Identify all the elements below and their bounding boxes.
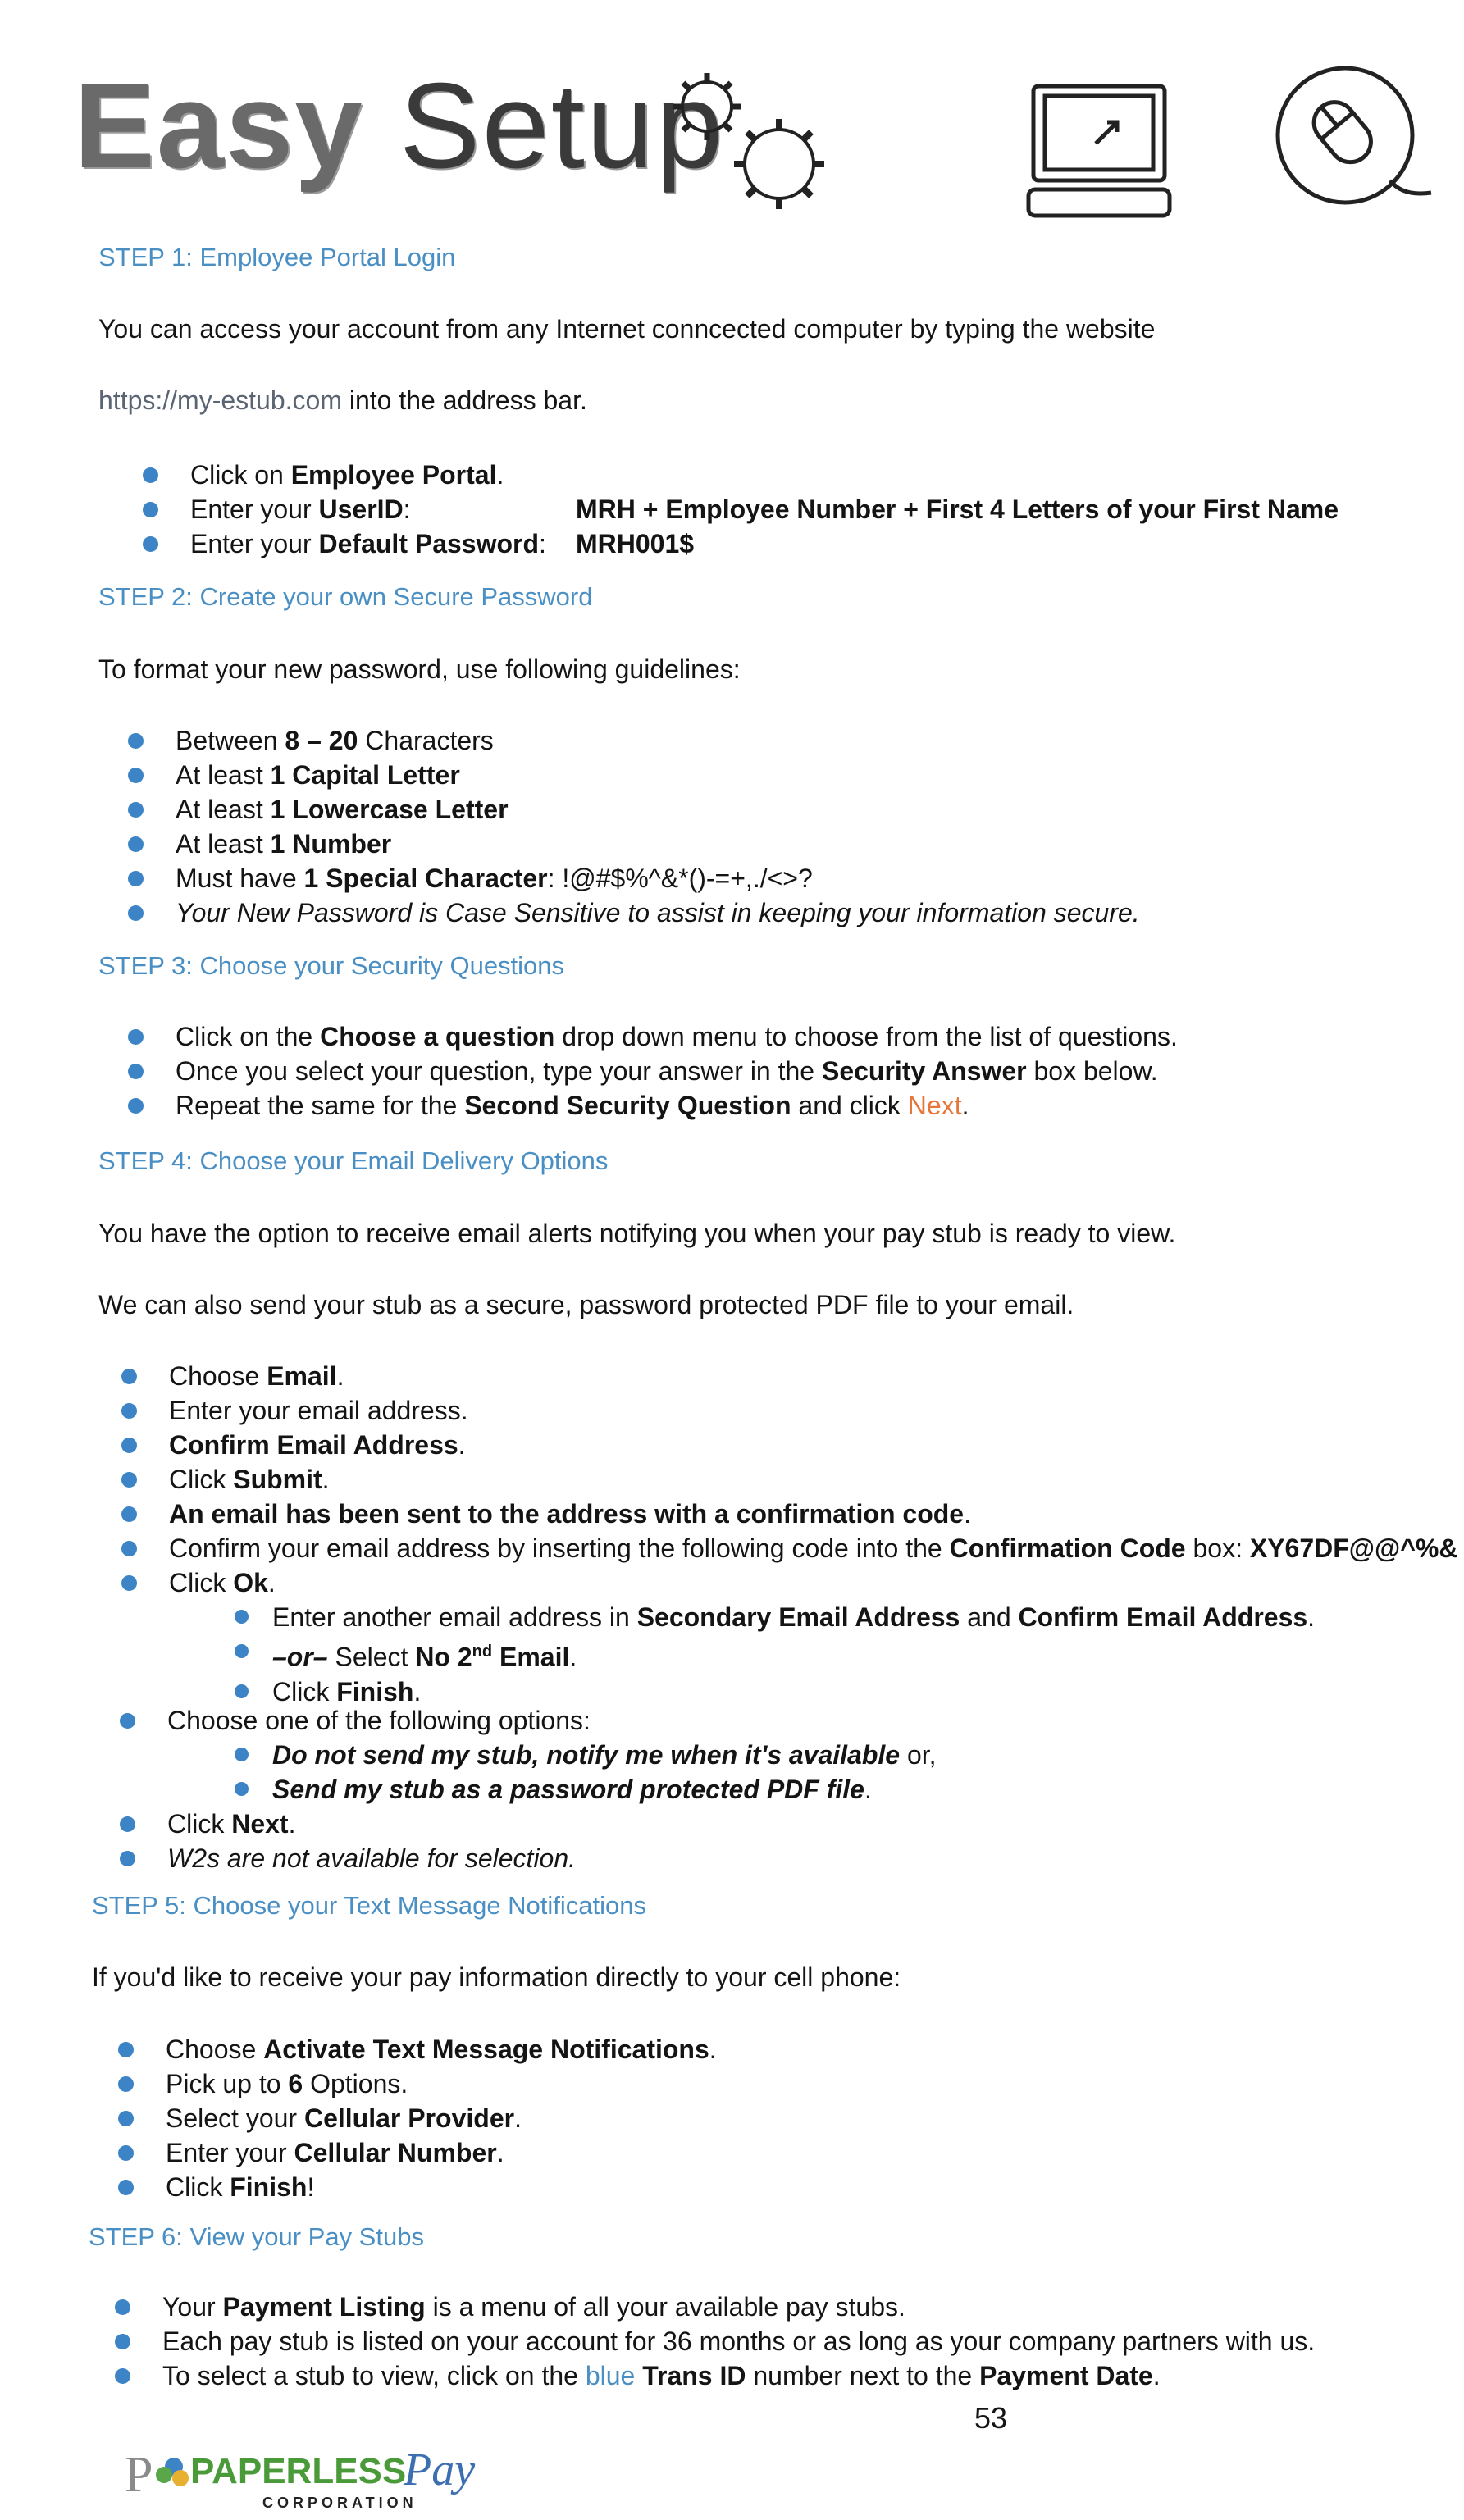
logo-script: Pay: [404, 2445, 476, 2495]
item-bold: Activate Text Message Notifications: [263, 2035, 709, 2064]
list-item: [176, 1088, 1178, 1123]
item-text: Click: [167, 1809, 232, 1839]
item-post: number next to the: [746, 2361, 980, 2390]
bullet-icon: [121, 1369, 137, 1384]
blue-word: blue: [585, 2361, 636, 2390]
list-item: [169, 1428, 1457, 1462]
logo-mark: [125, 2442, 502, 2516]
item-text: Click: [169, 1465, 234, 1494]
item-post: and: [960, 1602, 1019, 1632]
item-bold: Finish: [336, 1676, 414, 1707]
step1-heading: STEP 1: Employee Portal Login: [98, 243, 456, 271]
item-post: .: [964, 1499, 971, 1529]
list-item: [176, 758, 1140, 792]
step2-heading: STEP 2: Create your own Secure Password: [98, 582, 593, 611]
userid-format: MRH + Employee Number + First 4 Letters of your First Name: [576, 494, 1339, 524]
item-end: .: [1152, 2361, 1161, 2390]
bullet-icon: [118, 2076, 134, 2092]
bullet-icon: [115, 2368, 130, 2384]
item-text: Select: [327, 1642, 416, 1672]
item-text: Click on the: [176, 1022, 321, 1051]
item-text: Enter your: [190, 529, 319, 558]
bullet-icon: [121, 1403, 137, 1419]
item-post: Characters: [358, 726, 494, 755]
item-text: Repeat the same for the: [176, 1091, 465, 1120]
item-text: Choose: [166, 2035, 264, 2064]
item-text: At least: [176, 760, 271, 790]
bullet-icon: [235, 1684, 249, 1698]
option-pdf: Send my stub as a password protected PDF file: [272, 1775, 864, 1804]
item-post: .: [413, 1676, 422, 1707]
case-sensitive-note: Your New Password is Case Sensitive to assist in keeping your information secure.: [176, 898, 1140, 927]
bullet-icon: [128, 1029, 144, 1045]
list-item: [162, 2324, 1315, 2358]
bullet-icon: [118, 2042, 134, 2057]
logo-sub: CORPORATION: [262, 2495, 417, 2511]
item-bold: Email: [267, 1361, 337, 1391]
bullet-icon: [120, 1851, 135, 1866]
list-item: [272, 1634, 1315, 1675]
bullet-icon: [128, 905, 144, 921]
list-item: [190, 458, 546, 492]
item-text: Select your: [166, 2103, 304, 2133]
page-title: [74, 58, 725, 194]
item-post: .: [496, 460, 504, 490]
list-item: [176, 861, 1140, 895]
logo-word: PAPERLESS: [190, 2451, 407, 2491]
list-item: [176, 792, 1140, 827]
item-text: Between: [176, 726, 285, 755]
list-item: [169, 1393, 1457, 1428]
list-item: [176, 1019, 1178, 1054]
confirmation-code: XY67DF@@^%&: [1249, 1533, 1458, 1563]
item-end: .: [961, 1091, 969, 1120]
item-text: Once you select your question, type your answer in the: [176, 1056, 822, 1086]
item-text: Choose: [169, 1361, 267, 1391]
bullet-icon: [120, 1816, 135, 1832]
item-text: Pick up to: [166, 2069, 289, 2098]
logo-prefix: P: [125, 2447, 153, 2503]
bullet-icon: [121, 1541, 137, 1556]
step4-line1: You have the option to receive email alerts notifying you when your pay stub is ready to view.: [98, 1219, 1176, 1248]
item-bold: 8 – 20: [285, 726, 358, 755]
bullet-icon: [128, 768, 144, 783]
item-text: Each pay stub is listed on your account for 36 months or as long as your company partners with us.: [162, 2326, 1316, 2356]
item-bold: An email has been sent to the address with a confirmation code: [169, 1499, 965, 1529]
step6-heading: STEP 6: View your Pay Stubs: [89, 2222, 424, 2251]
step4-sublist-1: [272, 1600, 1315, 1709]
bullet-icon: [121, 1575, 137, 1591]
item-bold: 1 Capital Letter: [270, 760, 460, 790]
step4-line2: We can also send your stub as a secure, password protected PDF file to your email.: [98, 1290, 1074, 1319]
bullet-icon: [128, 733, 144, 749]
bullet-icon: [121, 1506, 137, 1522]
item-bold: Submit: [233, 1465, 322, 1494]
list-item: [176, 895, 1140, 930]
bullet-icon: [143, 502, 158, 517]
item-text: Must have: [176, 864, 304, 893]
or-separator: –or–: [272, 1642, 328, 1672]
item-post: Options.: [303, 2069, 408, 2098]
item-bold: Trans ID: [635, 2361, 746, 2390]
list-item: [169, 1531, 1457, 1565]
bullet-icon: [115, 2334, 130, 2349]
logo-flower-icon: [156, 2458, 189, 2486]
laptop-cursor-icon: [1025, 78, 1173, 226]
item-bold: Payment Date: [979, 2361, 1153, 2390]
item-text: At least: [176, 829, 271, 859]
item-bold: Cellular Number: [294, 2138, 497, 2167]
item-text: At least: [176, 795, 271, 824]
step2-list: [176, 723, 1140, 930]
item-text: To select a stub to view, click on the: [162, 2361, 586, 2390]
item-post: drop down menu to choose from the list of questions.: [554, 1022, 1178, 1051]
step1-line2-rest: into the address bar.: [341, 385, 587, 415]
step5-intro: If you'd like to receive your pay information directly to your cell phone:: [92, 1962, 901, 1992]
bullet-icon: [118, 2111, 134, 2126]
item-post: or,: [900, 1740, 937, 1770]
item-post: :: [539, 529, 546, 558]
step4-list: [169, 1359, 1457, 1600]
item-text: Click: [166, 2172, 230, 2202]
item-post: .: [496, 2138, 504, 2167]
list-item: [169, 1359, 1457, 1393]
item-bold: Security Answer: [821, 1056, 1027, 1086]
item-bold: Next: [231, 1809, 289, 1839]
bullet-icon: [235, 1644, 249, 1658]
item-text: Click: [169, 1568, 234, 1597]
item-post: .: [514, 2103, 522, 2133]
step2-intro: To format your new password, use following guidelines:: [98, 654, 741, 684]
item-bold: 1 Number: [270, 829, 392, 859]
list-item: [190, 526, 695, 561]
item-end: .: [1307, 1602, 1316, 1632]
list-item: [176, 723, 1140, 758]
w2-note: W2s are not available for selection.: [167, 1843, 577, 1873]
item-post: !: [307, 2172, 315, 2202]
item-post: .: [709, 2035, 717, 2064]
list-item: [169, 1565, 1457, 1600]
list-item: [166, 2101, 717, 2135]
step4-choose: [167, 1703, 591, 1738]
item-bold: Ok: [233, 1568, 268, 1597]
bullet-icon: [118, 2180, 134, 2195]
step6-list: [162, 2290, 1315, 2393]
item-bold: Choose a question: [320, 1022, 555, 1051]
list-item: [166, 2067, 717, 2101]
step1-line2: [98, 387, 587, 413]
bullet-icon: [121, 1472, 137, 1488]
bullet-icon: [115, 2299, 130, 2315]
item-post: .: [288, 1809, 296, 1839]
item-post: :: [403, 494, 411, 524]
item-bold: No 2: [415, 1642, 472, 1672]
list-item: [167, 1807, 576, 1841]
step4-heading: STEP 4: Choose your Email Delivery Options: [98, 1146, 609, 1175]
bullet-icon: [143, 467, 158, 483]
item-bold: Confirm Email Address: [169, 1430, 458, 1460]
item-text: Choose one of the following options:: [167, 1706, 591, 1735]
paperless-pay-logo: [125, 2442, 502, 2520]
list-item: [169, 1462, 1457, 1497]
default-password: MRH001$: [576, 529, 695, 558]
item-bold: Confirmation Code: [949, 1533, 1186, 1563]
step3-list: [176, 1019, 1178, 1123]
bullet-icon: [121, 1438, 137, 1453]
item-post: .: [336, 1361, 344, 1391]
item-bold: UserID: [318, 494, 404, 524]
item-bold: Employee Portal: [290, 460, 497, 490]
list-item: [272, 1738, 937, 1772]
item-post: box:: [1185, 1533, 1250, 1563]
bullet-icon: [128, 1064, 144, 1079]
page-number: 53: [974, 2401, 1008, 2435]
list-item: [169, 1497, 1457, 1531]
item-bold: Secondary Email Address: [636, 1602, 960, 1632]
list-item: [162, 2358, 1315, 2393]
title-word-2: Setup: [399, 58, 725, 194]
step5-list: [166, 2032, 717, 2204]
item-post: .: [322, 1465, 330, 1494]
item-text: Enter your: [166, 2138, 294, 2167]
list-item: [167, 1841, 576, 1875]
bullet-icon: [128, 802, 144, 818]
list-item: [190, 492, 1339, 526]
portal-url[interactable]: https://my-estub.com: [98, 385, 342, 415]
item-bold: Cellular Provider: [303, 2103, 515, 2133]
list-item: [166, 2135, 717, 2170]
list-item: [176, 1054, 1178, 1088]
item-bold: Payment Listing: [222, 2292, 426, 2322]
item-text: Enter another email address in: [272, 1602, 637, 1632]
bullet-icon: [118, 2145, 134, 2161]
next-highlight: Next: [907, 1091, 962, 1120]
bullet-icon: [128, 836, 144, 852]
item-text: Confirm your email address by inserting the following code into the: [169, 1533, 950, 1563]
item-text: Click: [272, 1676, 337, 1707]
bullet-icon: [235, 1748, 249, 1761]
special-characters: : !@#$%^&*()-=+,./<>?: [547, 864, 813, 893]
item-bold: Second Security Question: [464, 1091, 791, 1120]
mouse-click-icon: [1267, 57, 1439, 213]
bullet-icon: [128, 871, 144, 886]
item-text: Your: [162, 2292, 223, 2322]
bullet-icon: [120, 1713, 135, 1729]
list-item: [162, 2290, 1315, 2324]
item-post: .: [267, 1568, 276, 1597]
step4-list-end: [167, 1807, 576, 1875]
step5-heading: STEP 5: Choose your Text Message Notifications: [92, 1891, 647, 1920]
item-bold: Confirm Email Address: [1018, 1602, 1308, 1632]
title-word-1: Easy: [74, 58, 364, 194]
bullet-icon: [235, 1782, 249, 1796]
list-item: [166, 2032, 717, 2067]
item-post: .: [458, 1430, 466, 1460]
item-post: box below.: [1026, 1056, 1158, 1086]
item-bold: 1 Lowercase Letter: [270, 795, 509, 824]
item-text: Click on: [190, 460, 291, 490]
item-bold: Default Password: [318, 529, 540, 558]
step1-line1: You can access your account from any Internet conncected computer by typing the website: [98, 314, 1156, 344]
bullet-icon: [128, 1098, 144, 1114]
item-bold: Email: [492, 1642, 570, 1672]
item-end: .: [569, 1642, 577, 1672]
item-bold: 1 Special Character: [303, 864, 548, 893]
list-item: [176, 827, 1140, 861]
step4-sublist-2: [272, 1738, 937, 1807]
list-item: [166, 2170, 717, 2204]
bullet-icon: [143, 536, 158, 552]
gears-icon: [656, 62, 853, 226]
option-notify: Do not send my stub, notify me when it's available: [272, 1740, 901, 1770]
item-text: Enter your email address.: [169, 1396, 468, 1425]
list-item: [272, 1772, 937, 1807]
item-text: Enter your: [190, 494, 319, 524]
list-item: [167, 1703, 591, 1738]
item-post: .: [864, 1775, 872, 1804]
ordinal-sup: nd: [472, 1643, 493, 1661]
item-bold: Finish: [230, 2172, 308, 2202]
bullet-icon: [235, 1610, 249, 1624]
list-item: [272, 1600, 1315, 1634]
step1-list: [190, 458, 1339, 561]
item-post: is a menu of all your available pay stubs.: [425, 2292, 905, 2322]
item-post: and click: [791, 1091, 908, 1120]
item-bold: 6: [288, 2069, 303, 2098]
step3-heading: STEP 3: Choose your Security Questions: [98, 951, 565, 980]
